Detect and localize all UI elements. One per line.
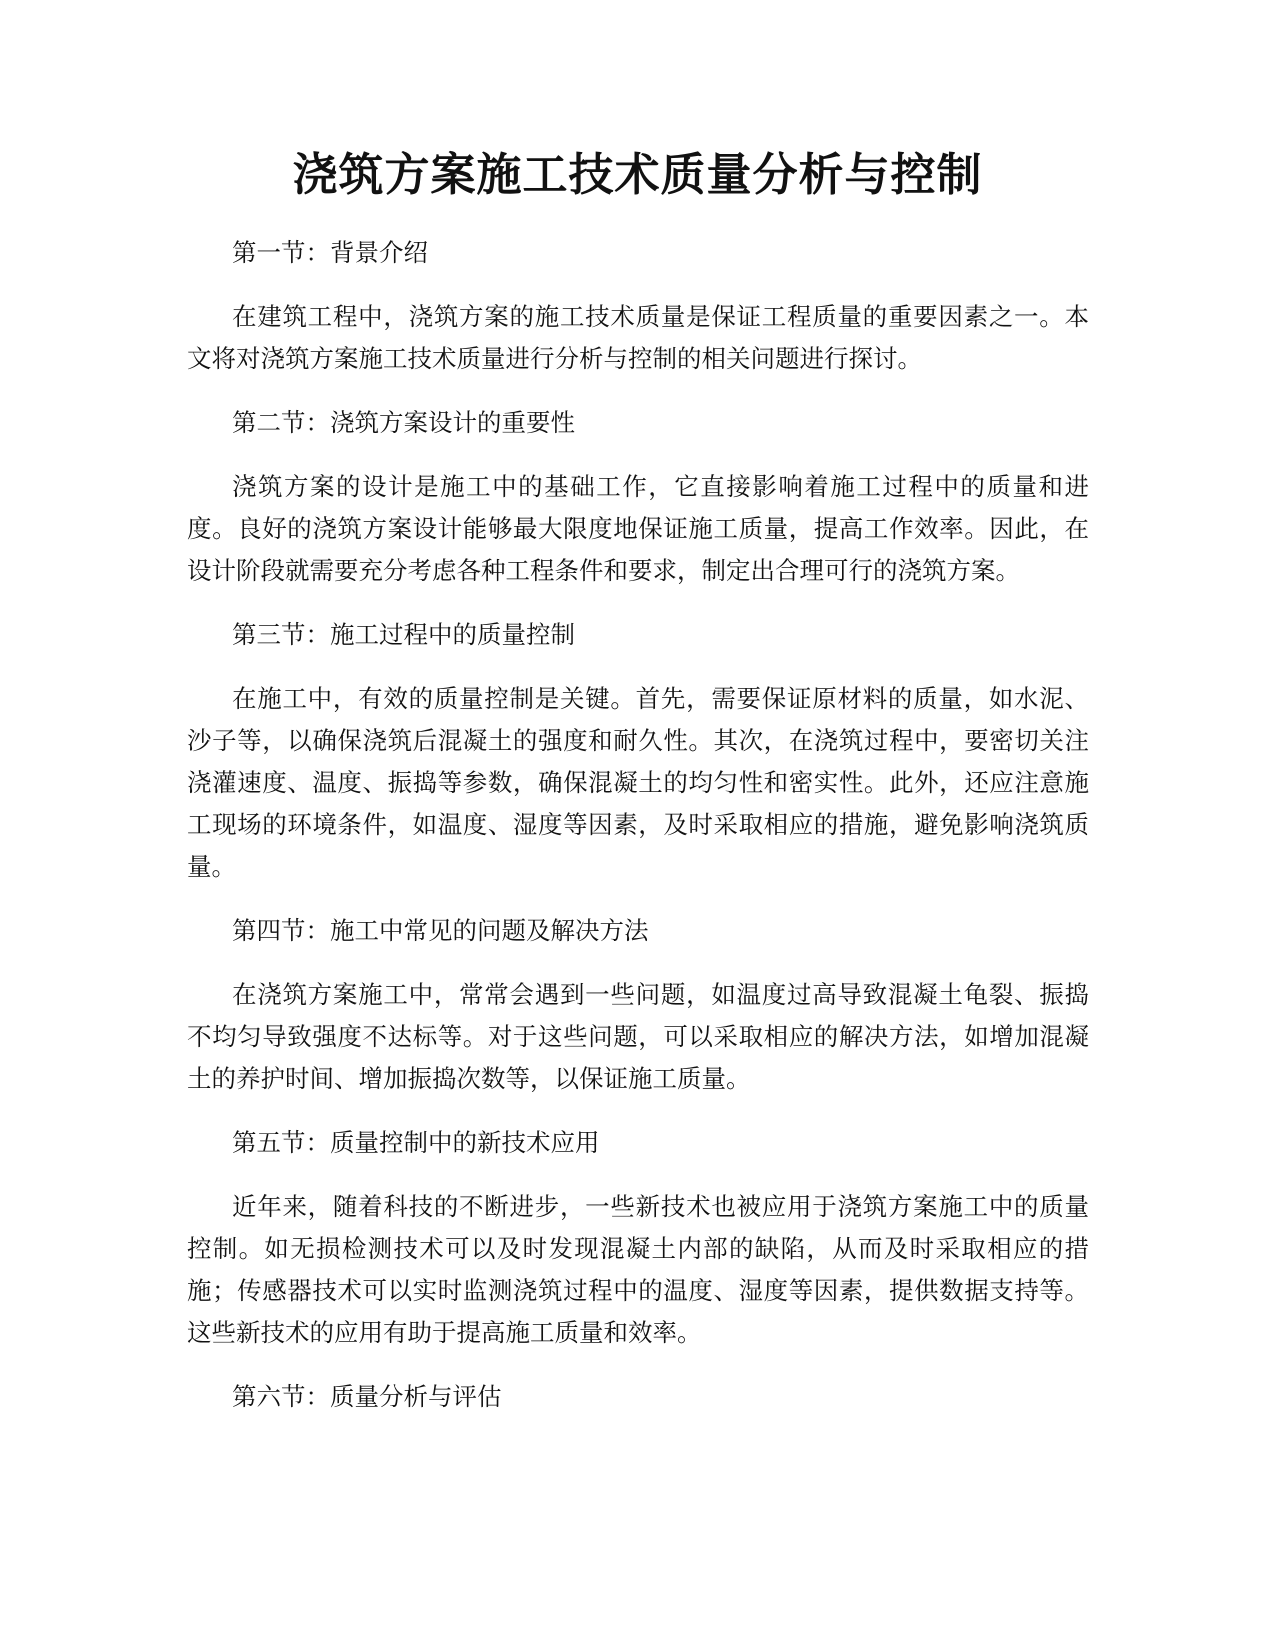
section-paragraph: 浇筑方案的设计是施工中的基础工作，它直接影响着施工过程中的质量和进度。良好的浇筑方案设计能够最大限度地保证施工质量，提高工作效率。因此，在设计阶段就需要充分考虑各种工程条件和要求，制定出合理可行的浇筑方案。 [187,472,1089,585]
section-heading: 第二节：浇筑方案设计的重要性 [232,408,575,437]
section-paragraph: 在浇筑方案施工中，常常会遇到一些问题，如温度过高导致混凝土龟裂、振捣不均匀导致强度不达标等。对于这些问题，可以采取相应的解决方法，如增加混凝土的养护时间、增加振捣次数等，以保证施工质量。 [187,980,1089,1093]
section-heading: 第六节：质量分析与评估 [232,1382,502,1411]
section-heading: 第一节：背景介绍 [232,238,428,267]
document-body [187,232,1089,1440]
section-heading: 第三节：施工过程中的质量控制 [232,620,575,649]
section-heading: 第五节：质量控制中的新技术应用 [232,1128,600,1157]
document-title: 浇筑方案施工技术质量分析与控制 [292,148,983,201]
section-paragraph: 在施工中，有效的质量控制是关键。首先，需要保证原材料的质量，如水泥、沙子等，以确保浇筑后混凝土的强度和耐久性。其次，在浇筑过程中，要密切关注浇灌速度、温度、振捣等参数，确保混凝土的均匀性和密实性。此外，还应注意施工现场的环境条件，如温度、湿度等因素，及时采取相应的措施，避免影响浇筑质量。 [187,684,1089,881]
section-paragraph: 在建筑工程中，浇筑方案的施工技术质量是保证工程质量的重要因素之一。本文将对浇筑方案施工技术质量进行分析与控制的相关问题进行探讨。 [187,302,1089,373]
section-heading: 第四节：施工中常见的问题及解决方法 [232,916,649,945]
section-paragraph: 近年来，随着科技的不断进步，一些新技术也被应用于浇筑方案施工中的质量控制。如无损检测技术可以及时发现混凝土内部的缺陷，从而及时采取相应的措施；传感器技术可以实时监测浇筑过程中的温度、湿度等因素，提供数据支持等。这些新技术的应用有助于提高施工质量和效率。 [187,1192,1089,1347]
